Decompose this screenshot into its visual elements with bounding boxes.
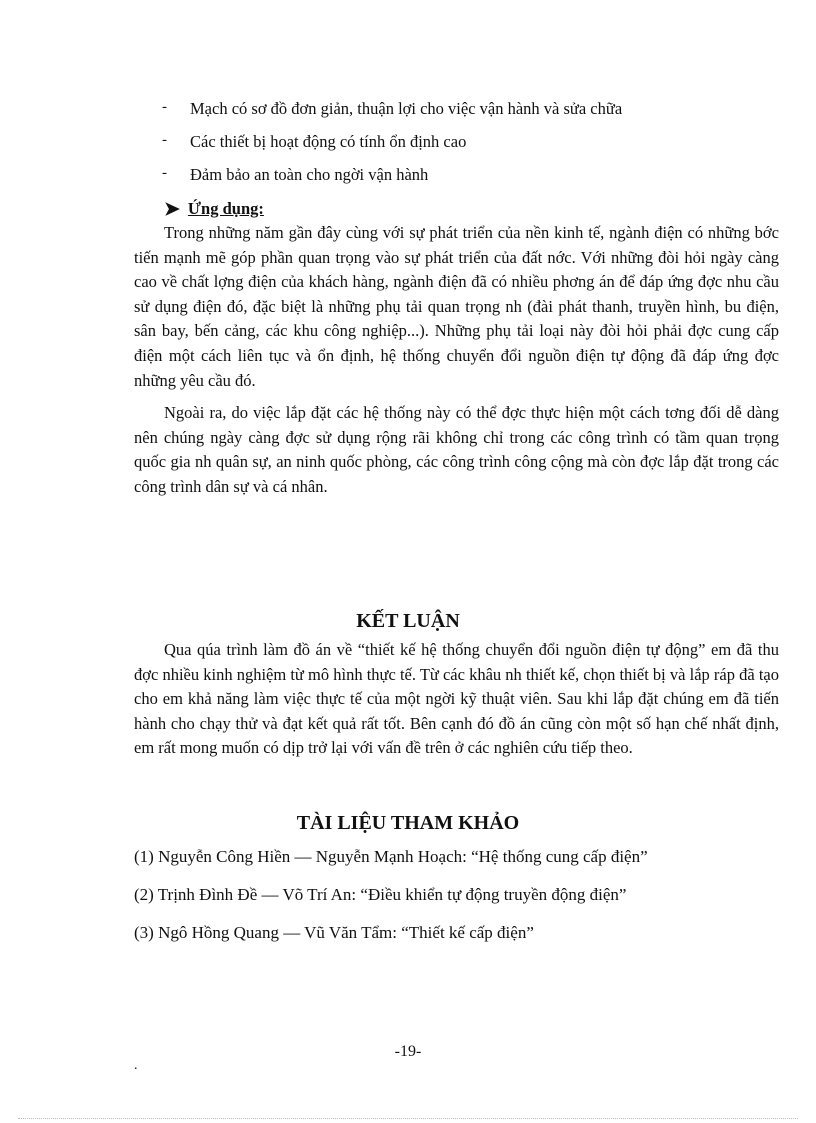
reference-item: (2) Trịnh Đình Đề — Võ Trí An: “Điều khiển tự động truyền động điện” [134, 885, 627, 904]
bullet-item [162, 98, 762, 131]
application-paragraph: Ngoài ra, do việc lắp đặt các hệ thống này có thể đợc thực hiện một cách tơng đối dễ dàng nên chúng ngày càng đợc sử dụng rộng rãi không chỉ trong các công trình có tầm quan trọng quốc gia nh quân sự, an ninh quốc phòng, các công trình công cộng mà còn đợc lắp đặt trong các công trình dân sự và cá nhân. [134, 403, 779, 496]
conclusion-body [134, 638, 779, 769]
bullet-text: Mạch có sơ đồ đơn giản, thuận lợi cho việc vận hành và sửa chữa [190, 99, 623, 118]
application-label: Ứng dụng: [187, 199, 264, 218]
conclusion-paragraph: Qua qúa trình làm đồ án về “thiết kế hệ thống chuyển đổi nguồn điện tự động” em đã thu đợc nhiều kinh nghiệm từ mô hình thực tế. Từ các khâu nh thiết kế, chọn thiết bị và lắp ráp đã tạo cho em khả năng làm việc thực tế của một ngời kỹ thuật viên. Sau khi lắp đặt chúng em đã tiến hành cho chạy thử và đạt kết quả rất tốt. Bên cạnh đó đồ án cũng còn một số hạn chế nhất định, em rất mong muốn có dịp trở lại với vấn đề trên ở các nghiên cứu tiếp theo. [134, 640, 779, 758]
footer-dot: . [134, 1058, 138, 1073]
bullet-dash: - [162, 99, 167, 115]
page-border-divider [18, 1118, 798, 1119]
feature-bullet-list [162, 98, 762, 197]
bullet-text: Đảm bảo an toàn cho ngời vận hành [190, 165, 429, 184]
application-paragraph: Trong những năm gần đây cùng với sự phát triển của nền kinh tế, ngành điện có những bớc tiến mạnh mẽ góp phần quan trọng vào sự phát triển của đất nớc. Với những đòi hỏi ngày càng cao về chất lợng điện của khách hàng, ngành điện đã có nhiều phơng án để đáp ứng đợc nhu cầu sử dụng điện đó, đặc biệt là những phụ tải quan trọng nh (đài phát thanh, truyền hình, bu điện, sân bay, bến cảng, các khu công nghiệp...). Những phụ tải loại này đòi hỏi phải đợc cung cấp điện một cách liên tục và ổn định, hệ thống chuyển đổi nguồn điện tự động đã đáp ứng đợc những yêu cầu đó. [134, 223, 779, 390]
application-body [134, 221, 779, 508]
bullet-text: Các thiết bị hoạt động có tính ổn định cao [190, 132, 467, 151]
reference-item: (1) Nguyễn Công Hiền — Nguyễn Mạnh Hoạch: “Hệ thống cung cấp điện” [134, 847, 648, 866]
bullet-dash: - [162, 165, 167, 181]
reference-item: (3) Ngô Hồng Quang — Vũ Văn Tẩm: “Thiết kế cấp điện” [134, 923, 534, 942]
bullet-item [162, 164, 762, 197]
page-number: -19- [394, 1043, 422, 1060]
conclusion-title: KẾT LUẬN [356, 610, 460, 632]
application-heading [164, 197, 264, 220]
references-title: TÀI LIỆU THAM KHẢO [296, 812, 520, 834]
reference-list [134, 845, 779, 959]
arrow-bullet-icon: ➤ [164, 199, 180, 220]
bullet-item [162, 131, 762, 164]
bullet-dash: - [162, 132, 167, 148]
